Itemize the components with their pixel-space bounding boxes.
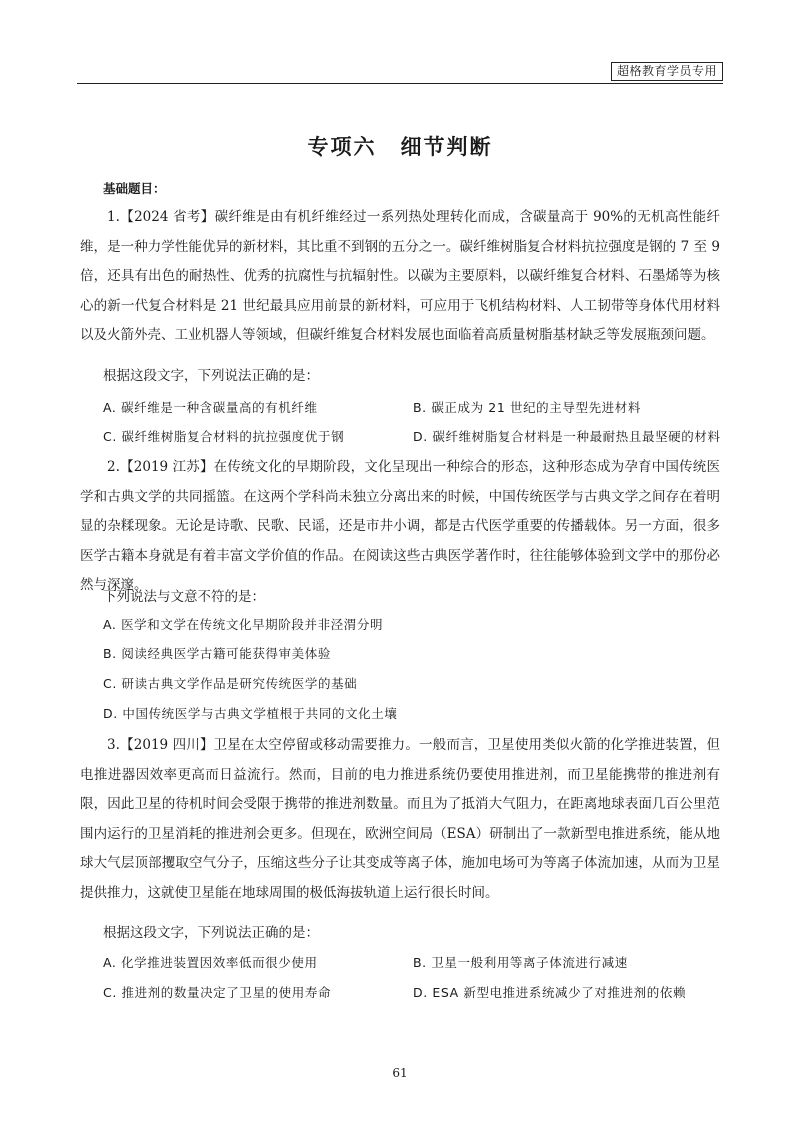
question-1-stem: 1.【2024 省考】碳纤维是由有机纤维经过一系列热处理转化而成，含碳量高于 90%的无机高性能纤维，是一种力学性能优异的新材料，其比重不到钢的五分之一。碳纤维树脂复合材料抗拉强度是钢的 7 至 9 倍，还具有出色的耐热性、优秀的抗腐性与抗辐射性。以碳为主要原料，以碳纤维复合材料、石墨烯等为核心的新一代复合材料是 21 世纪最具应用前景的新材料，可应用于飞机结构材料、人工韧带等身体代用材料以及火箭外壳、工业机器人等领域，但碳纤维复合材料发展也面临着高质量树脂基材缺乏等发展瓶颈问题。 — [80, 209, 720, 343]
title-part-2: 细节判断 — [400, 135, 493, 159]
question-2-option-c: C. 研读古典文学作品是研究传统医学的基础 — [103, 676, 358, 691]
question-1-option-d: D. 碳纤维树脂复合材料是一种最耐热且最坚硬的材料 — [413, 429, 721, 444]
page-number: 61 — [392, 1066, 408, 1080]
question-3-prompt: 根据这段文字，下列说法正确的是： — [103, 925, 319, 941]
question-1-option-a: A. 碳纤维是一种含碳量高的有机纤维 — [103, 400, 318, 415]
section-label: 基础题目： — [103, 181, 166, 196]
title-part-1: 专项六 — [307, 135, 377, 159]
question-2-option-a: A. 医学和文学在传统文化早期阶段并非泾渭分明 — [103, 617, 384, 632]
question-3-option-d: D. ESA 新型电推进系统减少了对推进剂的依赖 — [413, 985, 687, 1000]
header-badge: 超格教育学员专用 — [611, 62, 723, 81]
question-1-option-c: C. 碳纤维树脂复合材料的抗拉强度优于钢 — [103, 429, 345, 444]
question-2-option-b: B. 阅读经典医学古籍可能获得审美体验 — [103, 646, 331, 661]
header-rule — [77, 83, 723, 84]
question-1-option-b: B. 碳正成为 21 世纪的主导型先进材料 — [413, 400, 641, 415]
question-3-option-b: B. 卫星一般利用等离子体流进行减速 — [413, 955, 628, 970]
question-2-prompt: 下列说法与文意不符的是： — [103, 589, 265, 605]
question-2-stem: 2.【2019 江苏】在传统文化的早期阶段，文化呈现出一种综合的形态，这种形态成为孕育中国传统医学和古典文学的共同摇篮。在这两个学科尚未独立分离出来的时候，中国传统医学与古典文学之间存在着明显的杂糅现象。无论是诗歌、民歌、民谣，还是市井小调，都是古代医学重要的传播载体。另一方面，很多医学古籍本身就是有着丰富文学价值的作品。在阅读这些古典医学著作时，往往能够体验到文学中的那份必然与深邃。 — [80, 459, 720, 593]
question-3-stem: 3.【2019 四川】卫星在太空停留或移动需要推力。一般而言，卫星使用类似火箭的化学推进装置，但电推进器因效率更高而日益流行。然而，目前的电力推进系统仍要使用推进剂，而卫星能携带的推进剂有限，因此卫星的待机时间会受限于携带的推进剂数量。而且为了抵消大气阻力，在距离地球表面几百公里范围内运行的卫星消耗的推进剂会更多。但现在，欧洲空间局（ESA）研制出了一款新型电推进系统，能从地球大气层顶部攫取空气分子，压缩这些分子让其变成等离子体，施加电场可为等离子体流加速，从而为卫星提供推力，这就使卫星能在地球周围的极低海拔轨道上运行很长时间。 — [80, 737, 720, 901]
question-2-option-d: D. 中国传统医学与古典文学植根于共同的文化土壤 — [103, 706, 398, 721]
question-3-option-c: C. 推进剂的数量决定了卫星的使用寿命 — [103, 985, 332, 1000]
page-title — [0, 131, 800, 161]
question-1-prompt: 根据这段文字，下列说法正确的是： — [103, 368, 319, 384]
question-3-option-a: A. 化学推进装置因效率低而很少使用 — [103, 955, 318, 970]
